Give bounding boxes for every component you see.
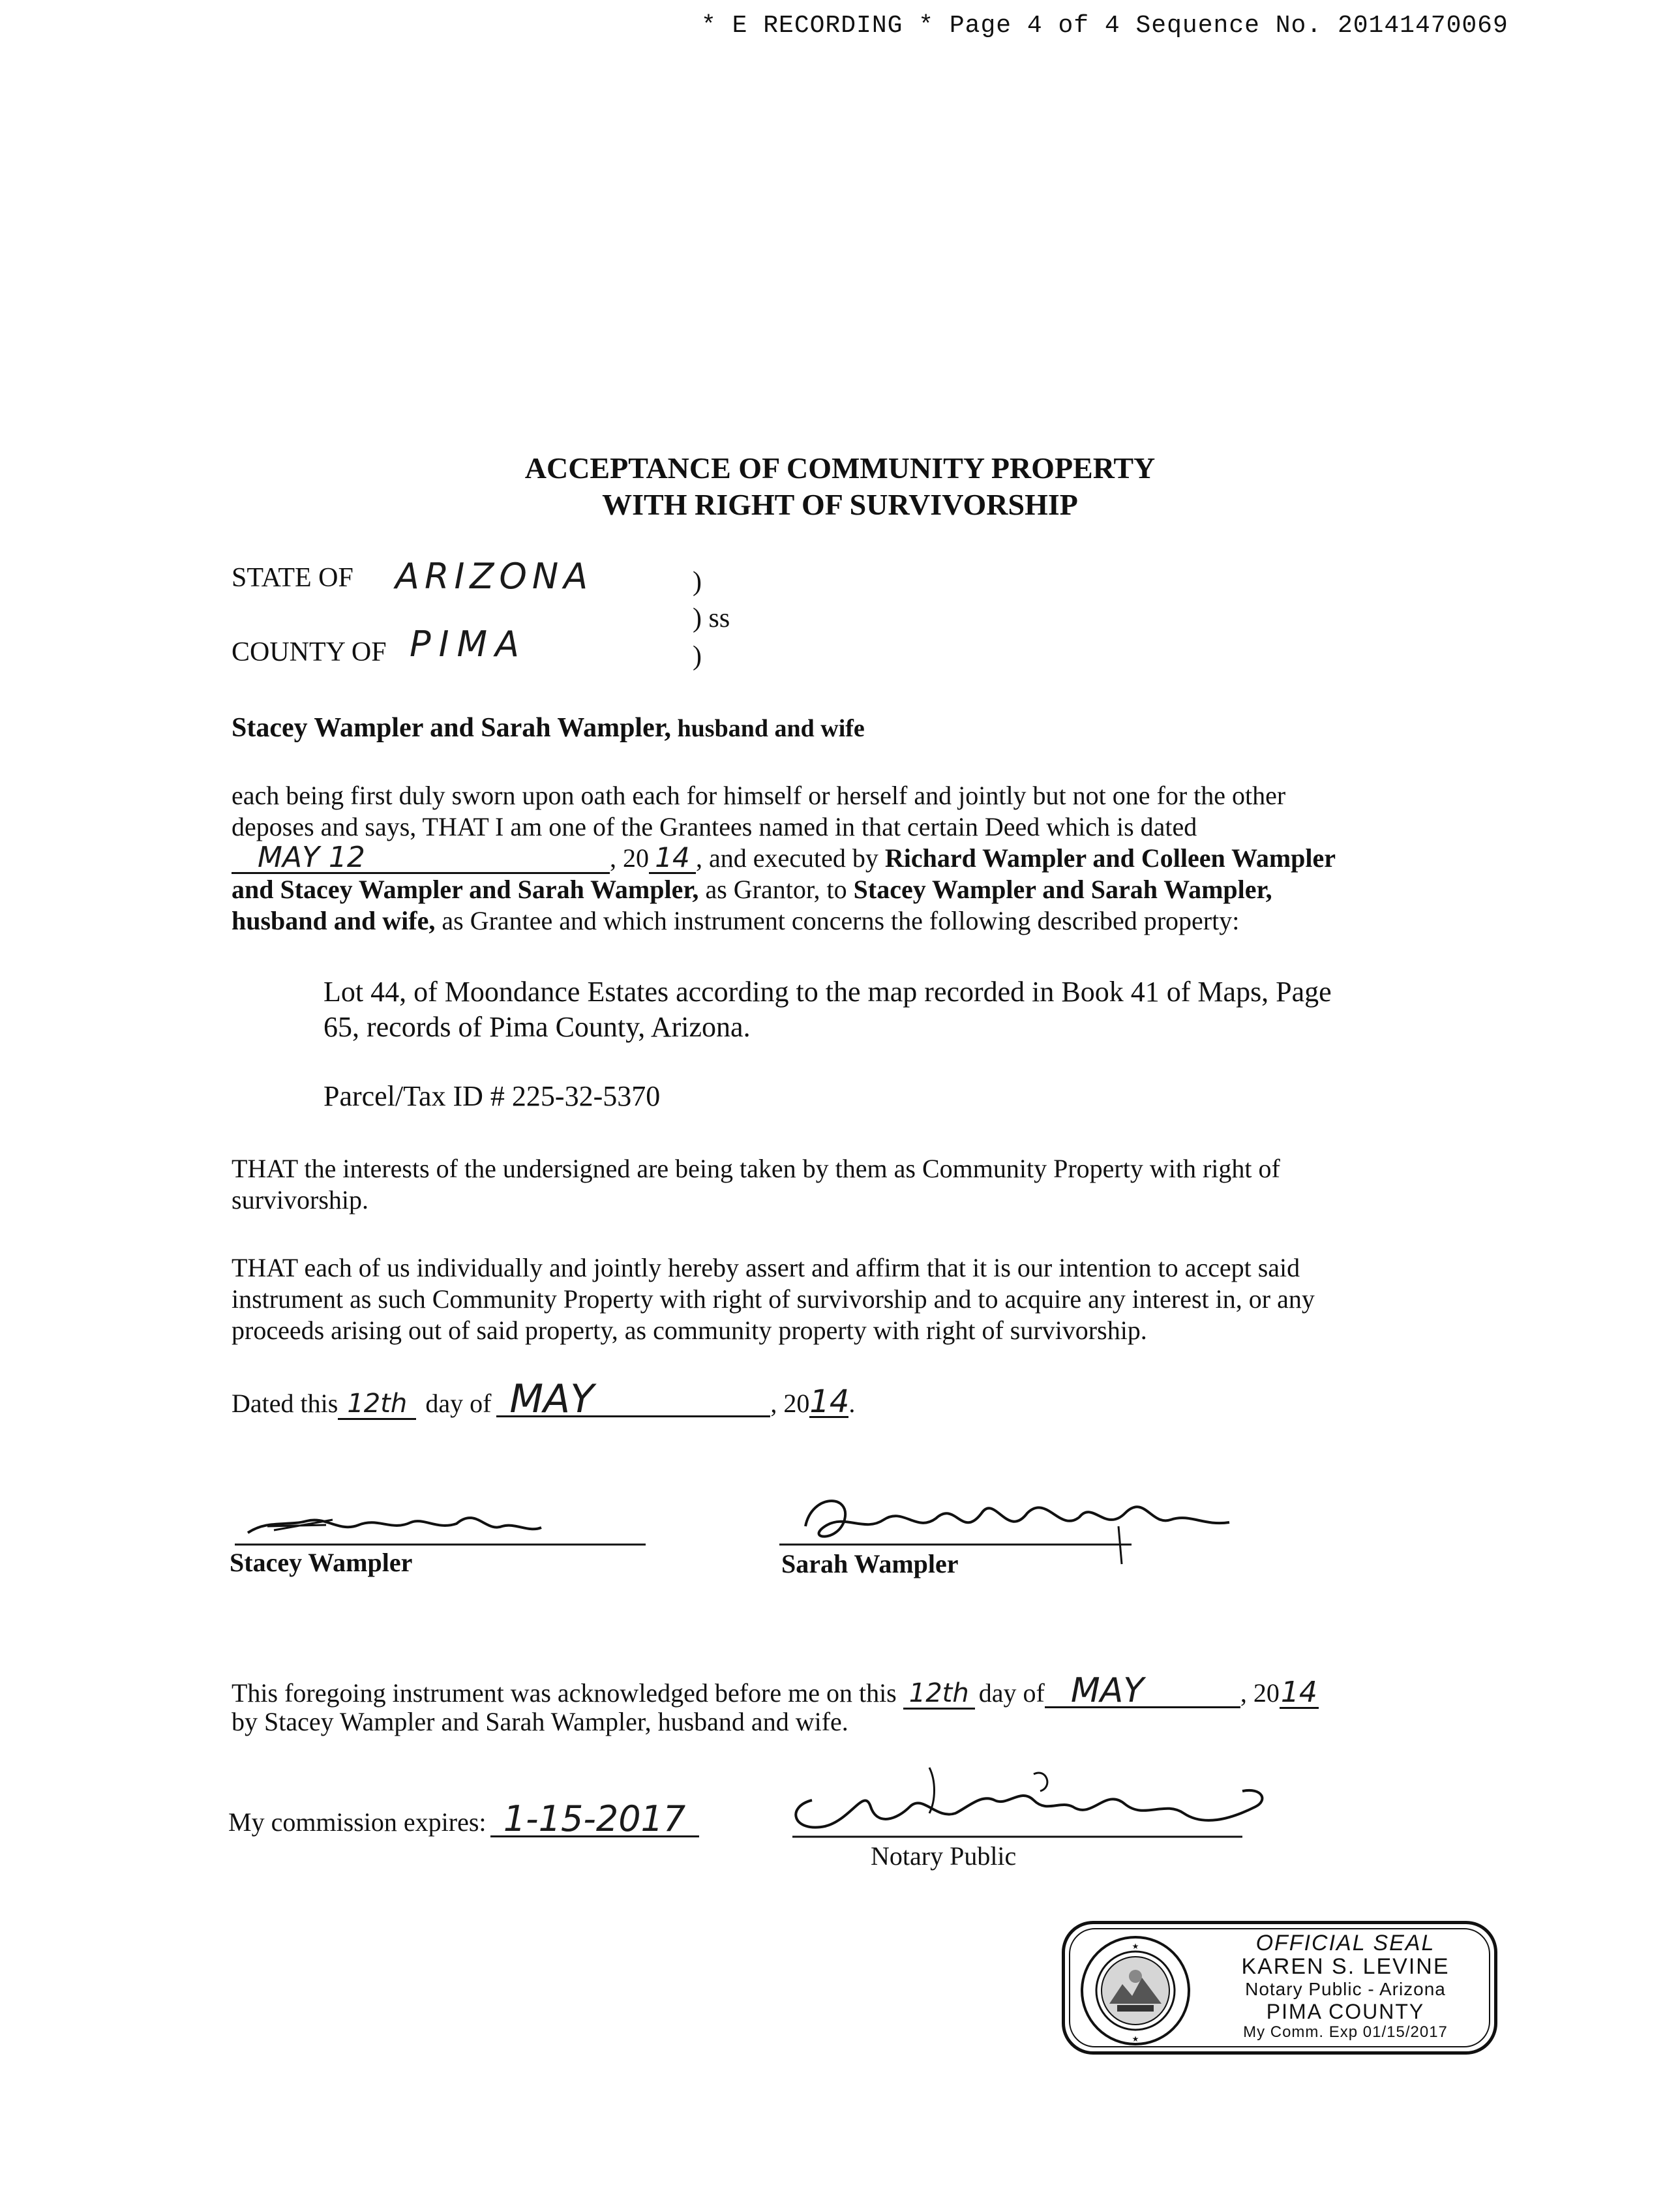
para1-line2: deposes and says, THAT I am one of the Grantees named in that certain Deed which is dated bbox=[232, 812, 1197, 841]
ack-day-handwritten: 12th bbox=[903, 1679, 975, 1710]
grantors-names: Richard Wampler and Colleen Wampler bbox=[884, 843, 1336, 873]
dated-year-handwritten: 14 bbox=[809, 1383, 850, 1420]
ack-month-handwritten: MAY bbox=[1045, 1675, 1240, 1708]
ack-line1 bbox=[232, 1671, 1319, 1710]
recording-header: * E RECORDING * Page 4 of 4 Sequence No. 20141470069 bbox=[701, 12, 1508, 40]
executed-by-text: , and executed by bbox=[696, 843, 885, 873]
state-label: STATE OF bbox=[232, 563, 353, 593]
parties-names: Stacey Wampler and Sarah Wampler, bbox=[232, 713, 672, 743]
svg-text:★: ★ bbox=[1132, 1942, 1139, 1951]
svg-text:★: ★ bbox=[1132, 2034, 1139, 2044]
dated-day-of: day of bbox=[425, 1389, 492, 1418]
seal-commission-expiry: My Comm. Exp 01/15/2017 bbox=[1243, 2023, 1448, 2041]
parties-line bbox=[232, 712, 865, 744]
ack-year-prefix: , 20 bbox=[1240, 1678, 1280, 1708]
para2-line2: survivorship. bbox=[232, 1185, 368, 1214]
sarah-name: Sarah Wampler bbox=[781, 1549, 959, 1578]
seal-title: OFFICIAL SEAL bbox=[1255, 1931, 1435, 1955]
parties-relationship: husband and wife bbox=[671, 715, 865, 742]
county-label: COUNTY OF bbox=[232, 637, 387, 667]
legal-description-line2: 65, records of Pima County, Arizona. bbox=[323, 1011, 751, 1043]
grantors-continued: and Stacey Wampler and Sarah Wampler, bbox=[232, 875, 699, 904]
commission-date-handwritten: 1-15-2017 bbox=[490, 1803, 699, 1837]
seal-county: PIMA COUNTY bbox=[1266, 2000, 1425, 2023]
property-intro: as Grantee and which instrument concerns the following described property: bbox=[435, 906, 1240, 935]
dated-line bbox=[232, 1376, 856, 1422]
arizona-state-seal-icon bbox=[1077, 1932, 1194, 2049]
deed-year-prefix: , 20 bbox=[610, 843, 649, 873]
ack-year-handwritten: 14 bbox=[1280, 1676, 1317, 1709]
dated-day-handwritten: 12th bbox=[338, 1389, 416, 1420]
title-line-2: WITH RIGHT OF SURVIVORSHIP bbox=[602, 488, 1078, 521]
state-handwritten: ARIZONA bbox=[395, 556, 593, 597]
county-handwritten: PIMA bbox=[410, 624, 528, 665]
para3-line1: THAT each of us individually and jointly hereby assert and affirm that it is our intention to accept said bbox=[232, 1253, 1300, 1282]
seal-notary-state: Notary Public - Arizona bbox=[1245, 1979, 1446, 1999]
ack-prefix: This foregoing instrument was acknowledged before me on this bbox=[232, 1678, 897, 1708]
parcel-id: Parcel/Tax ID # 225-32-5370 bbox=[323, 1080, 661, 1112]
venue-ss: ) ss bbox=[693, 603, 730, 633]
para2-line1: THAT the interests of the undersigned are being taken by them as Community Property with right of bbox=[232, 1154, 1280, 1183]
venue-paren-1: ) bbox=[693, 567, 702, 597]
grantor-to-text: as Grantor, to bbox=[698, 875, 854, 904]
para3-line2: instrument as such Community Property with right of survivorship and to acquire any interest in, or any bbox=[232, 1284, 1315, 1314]
title-line-1: ACCEPTANCE OF COMMUNITY PROPERTY bbox=[524, 451, 1156, 485]
dated-prefix: Dated this bbox=[232, 1389, 338, 1418]
dated-year-prefix: , 20 bbox=[770, 1389, 810, 1418]
document-title bbox=[0, 450, 1680, 523]
para1-line5 bbox=[232, 905, 1239, 937]
ack-line2: by Stacey Wampler and Sarah Wampler, husband and wife. bbox=[232, 1707, 848, 1736]
para1-line3 bbox=[232, 843, 1336, 874]
official-seal bbox=[1062, 1921, 1497, 2055]
seal-notary-name: KAREN S. LEVINE bbox=[1241, 1954, 1450, 1979]
para3-line3: proceeds arising out of said property, as community property with right of survivorship. bbox=[232, 1316, 1147, 1345]
notary-signature bbox=[773, 1761, 1282, 1846]
dated-month-handwritten: MAY bbox=[496, 1383, 770, 1417]
venue-paren-2: ) bbox=[693, 641, 702, 671]
ack-day-of: day of bbox=[978, 1678, 1045, 1708]
deed-year-handwritten: 14 bbox=[649, 843, 696, 874]
grantees-names: Stacey Wampler and Sarah Wampler, bbox=[853, 875, 1272, 904]
legal-description-line1: Lot 44, of Moondance Estates according to the map recorded in Book 41 of Maps, Page bbox=[323, 976, 1332, 1008]
commission-label: My commission expires: bbox=[228, 1807, 487, 1837]
stacey-signature bbox=[228, 1494, 652, 1552]
grantees-relationship: husband and wife, bbox=[232, 906, 436, 935]
dated-period: . bbox=[848, 1389, 856, 1418]
commission-line bbox=[228, 1798, 699, 1839]
deed-date-handwritten: MAY 12 bbox=[232, 843, 610, 874]
para1-line1: each being first duly sworn upon oath each for himself or herself and jointly but not one for the other bbox=[232, 781, 1286, 810]
para1-line4 bbox=[232, 874, 1272, 905]
stacey-name: Stacey Wampler bbox=[230, 1548, 413, 1577]
notary-public-label: Notary Public bbox=[871, 1841, 1017, 1871]
